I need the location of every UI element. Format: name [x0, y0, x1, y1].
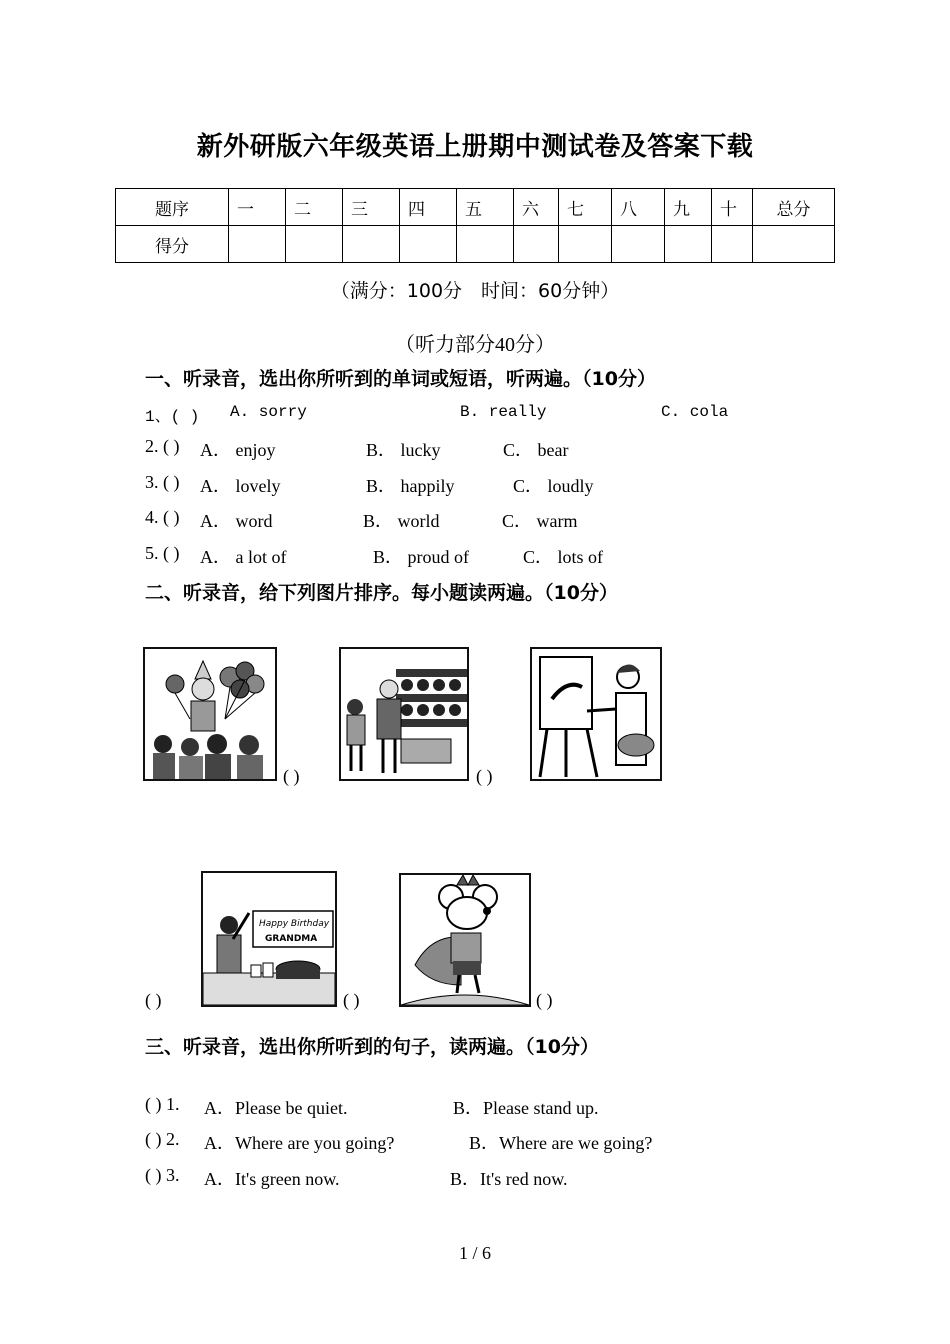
picture-birthday-banner [201, 871, 337, 1007]
shop-shelves-illustration [341, 649, 467, 779]
score-input-cell[interactable] [400, 226, 457, 263]
s3-q1-option-b[interactable]: B．Please stand up. [453, 1098, 599, 1118]
page-number: 1 / 6 [458, 1243, 491, 1263]
page-title: 新外研版六年级英语上册期中测试卷及答案下载 [196, 132, 754, 162]
q1-option-c[interactable]: C. cola [661, 403, 729, 421]
picture5-answer-blank-left[interactable]: ( ) [343, 990, 360, 1010]
banner-text-line2: GRANDMA [265, 934, 318, 944]
listening-header: （听力部分40分） [395, 334, 555, 356]
score-input-cell[interactable] [514, 226, 559, 263]
q2-number: 2. ( ) [145, 436, 180, 456]
mouse-king-illustration [401, 875, 529, 1005]
q5-option-c[interactable]: C． lots of [523, 547, 604, 567]
picture-shop-shelves [339, 647, 469, 781]
score-input-cell[interactable] [753, 226, 835, 263]
q1-option-a[interactable]: A. sorry [230, 403, 307, 421]
q5-option-b[interactable]: B． proud of [373, 547, 469, 567]
score-input-cell[interactable] [612, 226, 665, 263]
picture1-answer-blank[interactable]: ( ) [283, 766, 300, 786]
s3-q2-number: ( ) 2. [145, 1129, 180, 1149]
score-cell: 十 [712, 189, 753, 226]
score-cell: 题序 [116, 189, 229, 226]
s3-q3-option-a[interactable]: A．It's green now. [204, 1169, 340, 1189]
s3-q2-option-b[interactable]: B．Where are we going? [469, 1133, 653, 1153]
s3-q3-option-b[interactable]: B．It's red now. [450, 1169, 568, 1189]
score-input-cell[interactable] [286, 226, 343, 263]
q3-number: 3. ( ) [145, 472, 180, 492]
picture4-answer-blank[interactable]: ( ) [145, 990, 162, 1010]
score-table-score-row [116, 226, 835, 263]
q4-option-c[interactable]: C． warm [502, 511, 578, 531]
score-table [115, 188, 835, 263]
score-input-cell[interactable] [343, 226, 400, 263]
q2-option-a[interactable]: A． enjoy [200, 440, 276, 460]
score-cell: 五 [457, 189, 514, 226]
picture5-answer-blank[interactable]: ( ) [536, 990, 553, 1010]
balloons-party-illustration [145, 649, 275, 779]
q2-option-b[interactable]: B． lucky [366, 440, 441, 460]
q5-number: 5. ( ) [145, 543, 180, 563]
q3-option-a[interactable]: A． lovely [200, 476, 281, 496]
section3-heading: 三、听录音，选出你所听到的句子，读两遍。（10分） [145, 1036, 599, 1058]
s3-q1-number: ( ) 1. [145, 1094, 180, 1114]
q2-option-c[interactable]: C． bear [503, 440, 569, 460]
q1-option-b[interactable]: B. really [460, 403, 547, 421]
q3-option-b[interactable]: B． happily [366, 476, 455, 496]
exam-subtitle: （满分：100分 时间：60分钟） [330, 280, 620, 302]
q1-number: 1、( ) [145, 408, 200, 426]
s3-q2-option-a[interactable]: A．Where are you going? [204, 1133, 395, 1153]
score-cell: 总分 [753, 189, 835, 226]
picture2-answer-blank[interactable]: ( ) [476, 766, 493, 786]
score-cell: 四 [400, 189, 457, 226]
score-cell: 得分 [116, 226, 229, 263]
banner-text-line1: Happy Birthday [259, 919, 330, 929]
score-input-cell[interactable] [229, 226, 286, 263]
section1-heading: 一、听录音，选出你所听到的单词或短语，听两遍。（10分） [145, 368, 656, 390]
painter-easel-illustration [532, 649, 660, 779]
picture-painter-easel [530, 647, 662, 781]
score-cell: 一 [229, 189, 286, 226]
score-input-cell[interactable] [457, 226, 514, 263]
s3-q3-number: ( ) 3. [145, 1165, 180, 1185]
picture-mouse-king [399, 873, 531, 1007]
s3-q1-option-a[interactable]: A．Please be quiet. [204, 1098, 348, 1118]
q4-number: 4. ( ) [145, 507, 180, 527]
q5-option-a[interactable]: A． a lot of [200, 547, 287, 567]
score-cell: 八 [612, 189, 665, 226]
score-input-cell[interactable] [665, 226, 712, 263]
picture-balloons-party [143, 647, 277, 781]
q4-option-a[interactable]: A． word [200, 511, 273, 531]
score-cell: 二 [286, 189, 343, 226]
birthday-banner-illustration [203, 873, 335, 1005]
section2-heading: 二、听录音，给下列图片排序。每小题读两遍。（10分） [145, 582, 618, 604]
score-input-cell[interactable] [559, 226, 612, 263]
score-cell: 六 [514, 189, 559, 226]
score-cell: 七 [559, 189, 612, 226]
score-cell: 三 [343, 189, 400, 226]
q3-option-c[interactable]: C． loudly [513, 476, 594, 496]
score-input-cell[interactable] [712, 226, 753, 263]
score-table-header-row [116, 189, 835, 226]
score-cell: 九 [665, 189, 712, 226]
q4-option-b[interactable]: B． world [363, 511, 440, 531]
